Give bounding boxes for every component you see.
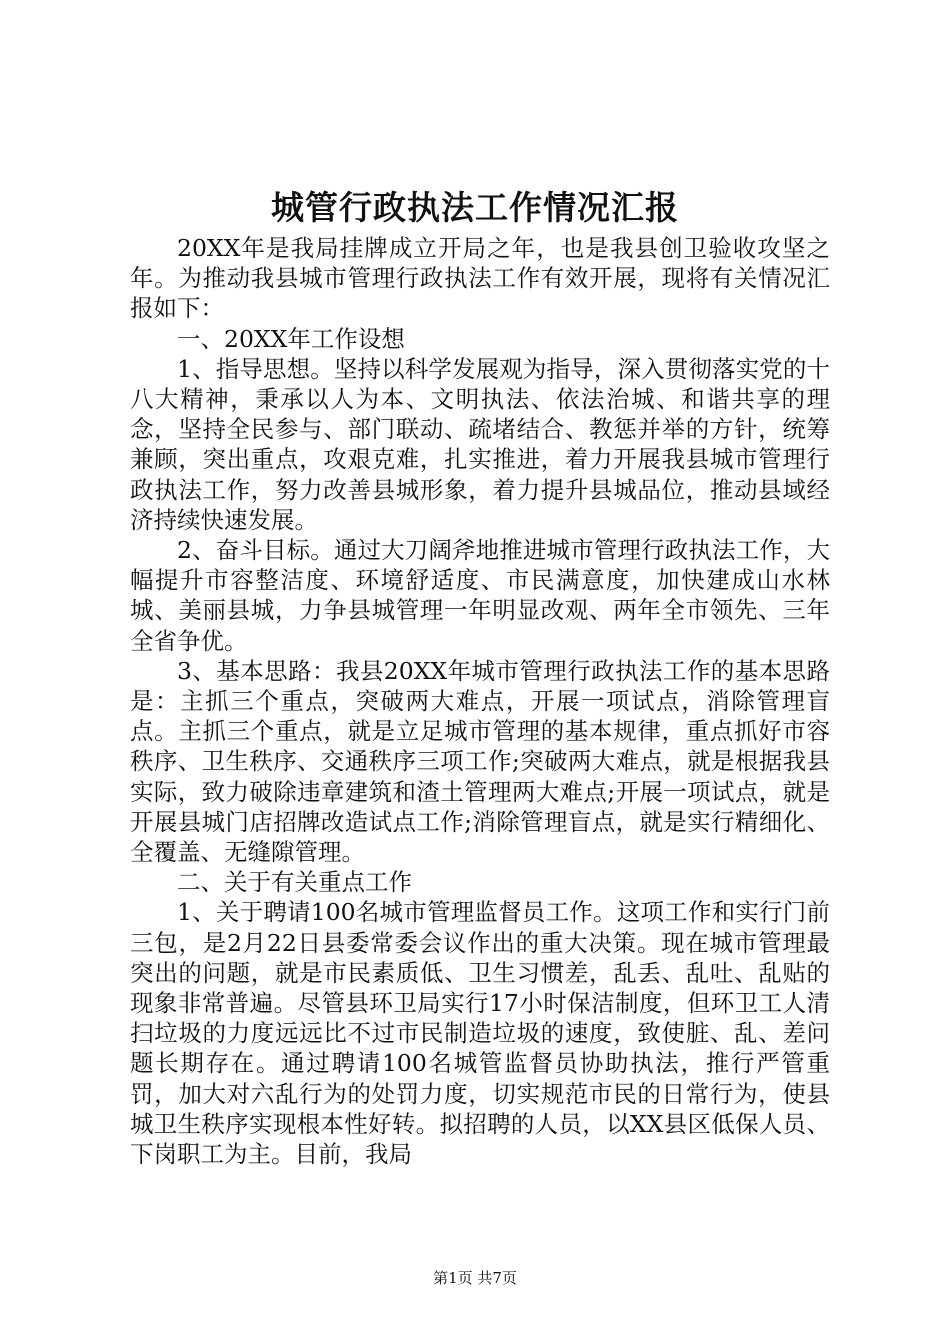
section-heading-2: 二、关于有关重点工作 (177, 868, 412, 897)
paragraph-supervisors: 1、关于聘请100名城市管理监督员工作。这项工作和实行门前三包，是2月22日县委常委会议作出的重大决策。现在城市管理最突出的问题，就是市民素质低、卫生习惯差，乱丢、乱吐、乱贴的现象非常普遍。尽管县环卫局实行17小时保洁制度，但环卫工人清扫垃圾的力度远远比不过市民制造垃圾的速度，致使脏、乱、差问题长期存在。通过聘请100名城管监督员协助执法，推行严管重罚，加大对六乱行为的处罚力度，切实规范市民的日常行为，使县城卫生秩序实现根本性好转。拟招聘的人员，以XX县区低保人员、下岗职工为主。目前，我局 (130, 898, 830, 1169)
section-heading-1: 一、20XX年工作设想 (177, 324, 405, 353)
paragraph-basic-approach: 3、基本思路：我县20XX年城市管理行政执法工作的基本思路是：主抓三个重点，突破两大难点，开展一项试点，消除管理盲点。主抓三个重点，就是立足城市管理的基本规律，重点抓好市容秩序、卫生秩序、交通秩序三项工作;突破两大难点，就是根据我县实际，致力破除违章建筑和渣土管理两大难点;开展一项试点，就是开展县城门店招牌改造试点工作;消除管理盲点，就是实行精细化、全覆盖、无缝隙管理。 (130, 656, 830, 867)
paragraph-intro: 20XX年是我局挂牌成立开局之年，也是我县创卫验收攻坚之年。为推动我县城市管理行政执法工作有效开展，现将有关情况汇报如下： (130, 234, 830, 323)
document-title: 城管行政执法工作情况汇报 (271, 188, 679, 227)
page-footer: 第1页 共7页 (433, 1269, 517, 1287)
document-body (130, 233, 830, 1169)
paragraph-guiding-ideology: 1、指导思想。坚持以科学发展观为指导，深入贯彻落实党的十八大精神，秉承以人为本、文明执法、依法治城、和谐共享的理念，坚持全民参与、部门联动、疏堵结合、教惩并举的方针，统筹兼顾，突出重点，攻艰克难，扎实推进，着力开展我县城市管理行政执法工作，努力改善县城形象，着力提升县城品位，推动县域经济持续快速发展。 (130, 354, 830, 534)
paragraph-goals: 2、奋斗目标。通过大刀阔斧地推进城市管理行政执法工作，大幅提升市容整洁度、环境舒适度、市民满意度，加快建成山水林城、美丽县城，力争县城管理一年明显改观、两年全市领先、三年全省争优。 (130, 536, 830, 655)
